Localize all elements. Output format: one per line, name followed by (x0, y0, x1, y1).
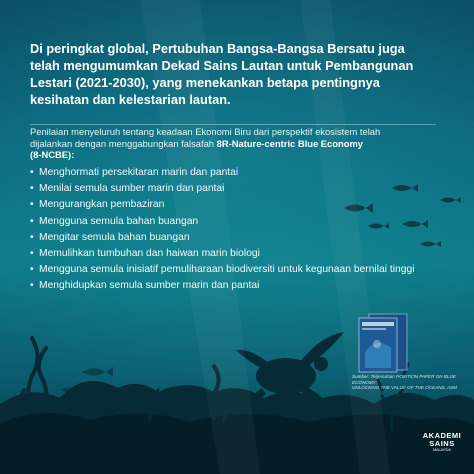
list-item-text: Mengguna semula bahan buangan (39, 215, 199, 227)
list-item-text: Mengguna semula inisiatif pemuliharaan biodiversiti untuk kegunaan bernilai tinggi (39, 264, 415, 276)
intro-line (30, 138, 448, 150)
akademi-sains-logo (418, 432, 466, 466)
list-item (30, 165, 415, 181)
source-line: UNLOCKING THE VALUE OF THE OCEANS, ASM (352, 385, 457, 391)
list-item-text: Menilai semula sumber marin dan pantai (39, 183, 225, 195)
bullet-dot: • (30, 264, 34, 276)
intro-bold-term: 8R-Nature-centric Blue Economy (216, 137, 363, 149)
headline-line: telah mengumumkan Dekad Sains Lautan untuk Pembangunan (30, 58, 414, 73)
logo-line: SAINS (429, 439, 455, 448)
logo-line: AKADEMI (422, 431, 462, 440)
report-book-icon (355, 312, 411, 374)
list-item (30, 278, 415, 294)
bullet-dot: • (30, 183, 34, 195)
list-item-text: Menghormati persekitaran marin dan pantai (39, 167, 239, 178)
list-item-text: Menghidupkan semula sumber marin dan pantai (39, 280, 260, 292)
list-item (30, 246, 415, 262)
list-item-text: Mengitar semula bahan buangan (39, 231, 190, 243)
headline-line: Lestari (2021-2030), yang menekankan betapa pentingnya (30, 75, 380, 90)
intro-paragraph (30, 126, 448, 161)
bullet-dot: • (30, 215, 34, 227)
source-citation (352, 374, 462, 391)
list-item-text: Memulihkan tumbuhan dan haiwan marin biologi (39, 247, 260, 259)
list-item (30, 262, 415, 278)
bullet-dot: • (30, 231, 34, 243)
bullet-dot: • (30, 280, 34, 292)
list-item (30, 230, 415, 246)
list-item-text: Mengurangkan pembaziran (39, 199, 165, 211)
bullet-dot: • (30, 199, 34, 211)
logo-line: MALAYSIA (433, 448, 451, 452)
divider (30, 124, 436, 125)
headline (30, 40, 450, 108)
headline-line: kesihatan dan kelestarian lautan. (30, 92, 231, 107)
intro-line-text: dijalankan dengan menggabungkan falsafah (30, 137, 217, 149)
list-item (30, 181, 415, 197)
headline-line: Di peringkat global, Pertubuhan Bangsa-Bangsa Bersatu juga (30, 41, 405, 56)
list-item (30, 214, 415, 230)
source-line: Sumber: Terjemahan POSITION PAPER ON BLUE ECONOMY: (352, 374, 456, 385)
bullet-dot: • (30, 247, 34, 259)
intro-line: Penilaian menyeluruh tentang keadaan Ekonomi Biru dari perspektif ekosistem telah (30, 126, 381, 137)
list-item (30, 197, 415, 213)
bullet-dot: • (30, 167, 34, 178)
principle-list (30, 165, 415, 295)
intro-abbreviation: (8-NCBE): (30, 149, 75, 161)
